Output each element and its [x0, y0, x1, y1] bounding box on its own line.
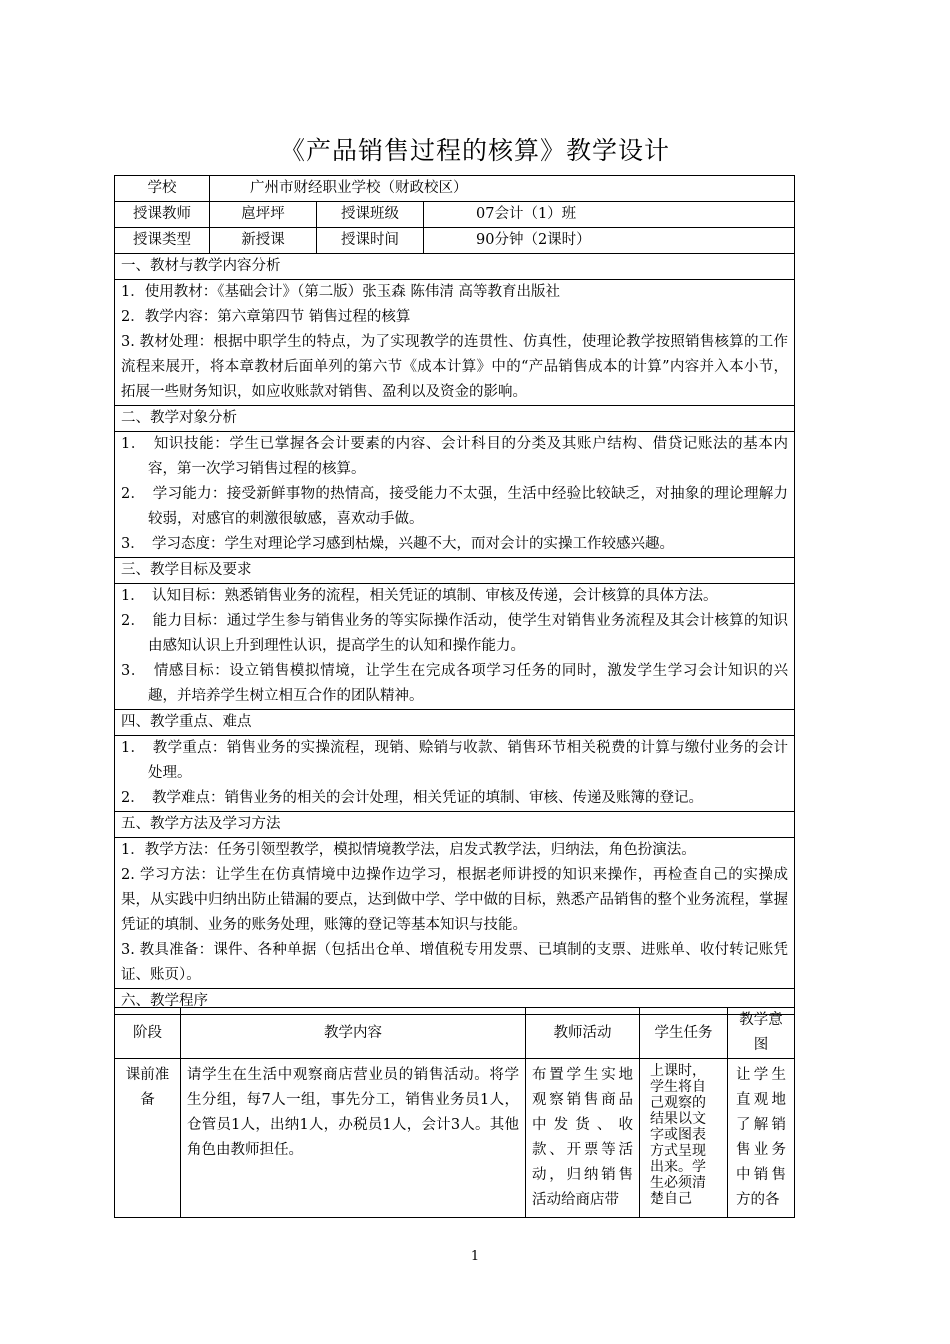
section-5-item: 1．教学方法：任务引领型教学，模拟情境教学法，启发式教学法，归纳法，角色扮演法。 [121, 842, 696, 858]
section-3-item: 1． 认知目标：熟悉销售业务的流程，相关凭证的填制、审核及传递，会计核算的具体方法。 [121, 588, 718, 604]
section-1-item: 1．使用教材：《基础会计》（第二版）张玉森 陈伟清 高等教育出版社 [121, 284, 560, 300]
page-number: 1 [470, 1249, 480, 1264]
procedure-stage: 课前准备 [115, 1059, 181, 1218]
section-title-1: 一、教材与教学内容分析 [115, 254, 795, 280]
time-label: 授课时间 [317, 228, 424, 254]
procedure-header-teacher: 教师活动 [526, 1008, 640, 1059]
section-body-4 [115, 736, 795, 812]
section-title-3: 三、教学目标及要求 [115, 558, 795, 584]
section-body-3 [115, 584, 795, 710]
section-1-item: 3. 教材处理：根据中职学生的特点，为了实现教学的连贯性、仿真性，使理论教学按照销售核算的工作流程来展开，将本章教材后面单列的第六节《成本计算》中的“产品销售成本的计算”内容并入本小节，拓展一些财务知识，如应收账款对销售、盈利以及资金的影响。 [121, 334, 789, 400]
section-4-item: 2． 教学难点：销售业务的相关的会计处理，相关凭证的填制、审核、传递及账簿的登记。 [121, 790, 703, 806]
section-5-item: 2. 学习方法：让学生在仿真情境中边操作边学习，根据老师讲授的知识来操作，再检查自己的实操成果，从实践中归纳出防止错漏的要点，达到做中学、学中做的目标，熟悉产品销售的整个业务流程，掌握凭证的填制、业务的账务处理，账簿的登记等基本知识与技能。 [121, 867, 789, 933]
procedure-content: 请学生在生活中观察商店营业员的销售活动。将学生分组，每7人一组，事先分工，销售业务员1人，仓管员1人，出纳1人，办税员1人，会计3人。其他角色由教师担任。 [181, 1059, 526, 1218]
procedure-header-intent: 教学意图 [728, 1008, 795, 1059]
section-title-6: 六、教学程序 [115, 989, 795, 1015]
procedure-intent: 让学生直观地了解销售业务中销售方的各 [728, 1059, 795, 1218]
section-title-4: 四、教学重点、难点 [115, 710, 795, 736]
procedure-student: 上课时，学生将自己观察的结果以文字或图表方式呈现出来。学生必须清楚自己 [640, 1059, 728, 1218]
section-body-1 [115, 280, 795, 406]
time-value: 90分钟（2课时） [424, 228, 795, 254]
class-label: 授课班级 [317, 202, 424, 228]
section-body-5 [115, 838, 795, 989]
document-title: 《产品销售过程的核算》教学设计 [279, 136, 670, 165]
section-2-item: 3． 学习态度：学生对理论学习感到枯燥，兴趣不大，而对会计的实操工作较感兴趣。 [121, 536, 674, 552]
procedure-teacher: 布置学生实地观察销售商品中发货、收款、开票等活动，归纳销售活动给商店带 [526, 1059, 640, 1218]
class-value: 07会计（1）班 [424, 202, 795, 228]
teacher-value: 扈坪坪 [210, 202, 317, 228]
section-4-item: 1． 教学重点：销售业务的实操流程，现销、赊销与收款、销售环节相关税费的计算与缴付业务的会计处理。 [121, 740, 789, 781]
section-3-item: 3． 情感目标：设立销售模拟情境，让学生在完成各项学习任务的同时，激发学生学习会计知识的兴趣，并培养学生树立相互合作的团队精神。 [121, 663, 789, 704]
section-2-item: 1． 知识技能：学生已掌握各会计要素的内容、会计科目的分类及其账户结构、借贷记账法的基本内容，第一次学习销售过程的核算。 [121, 436, 789, 477]
procedure-header-stage: 阶段 [115, 1008, 181, 1059]
section-2-item: 2． 学习能力：接受新鲜事物的热情高，接受能力不太强，生活中经验比较缺乏，对抽象的理论理解力较弱，对感官的刺激很敏感，喜欢动手做。 [121, 486, 789, 527]
type-value: 新授课 [210, 228, 317, 254]
section-1-item: 2．教学内容：第六章第四节 销售过程的核算 [121, 309, 411, 325]
school-value: 广州市财经职业学校（财政校区） [210, 176, 795, 202]
procedure-header-content: 教学内容 [181, 1008, 526, 1059]
section-3-item: 2． 能力目标：通过学生参与销售业务的等实际操作活动，使学生对销售业务流程及其会计核算的知识由感知认识上升到理性认识，提高学生的认知和操作能力。 [121, 613, 789, 654]
teacher-label: 授课教师 [115, 202, 210, 228]
school-label: 学校 [115, 176, 210, 202]
section-5-item: 3. 教具准备：课件、各种单据（包括出仓单、增值税专用发票、已填制的支票、进账单、收付转记账凭证、账页）。 [121, 942, 789, 983]
procedure-header-student: 学生任务 [640, 1008, 728, 1059]
section-title-5: 五、教学方法及学习方法 [115, 812, 795, 838]
procedure-table [114, 1007, 795, 1218]
section-body-2 [115, 432, 795, 558]
section-title-2: 二、教学对象分析 [115, 406, 795, 432]
type-label: 授课类型 [115, 228, 210, 254]
lesson-plan-table [114, 175, 795, 1015]
